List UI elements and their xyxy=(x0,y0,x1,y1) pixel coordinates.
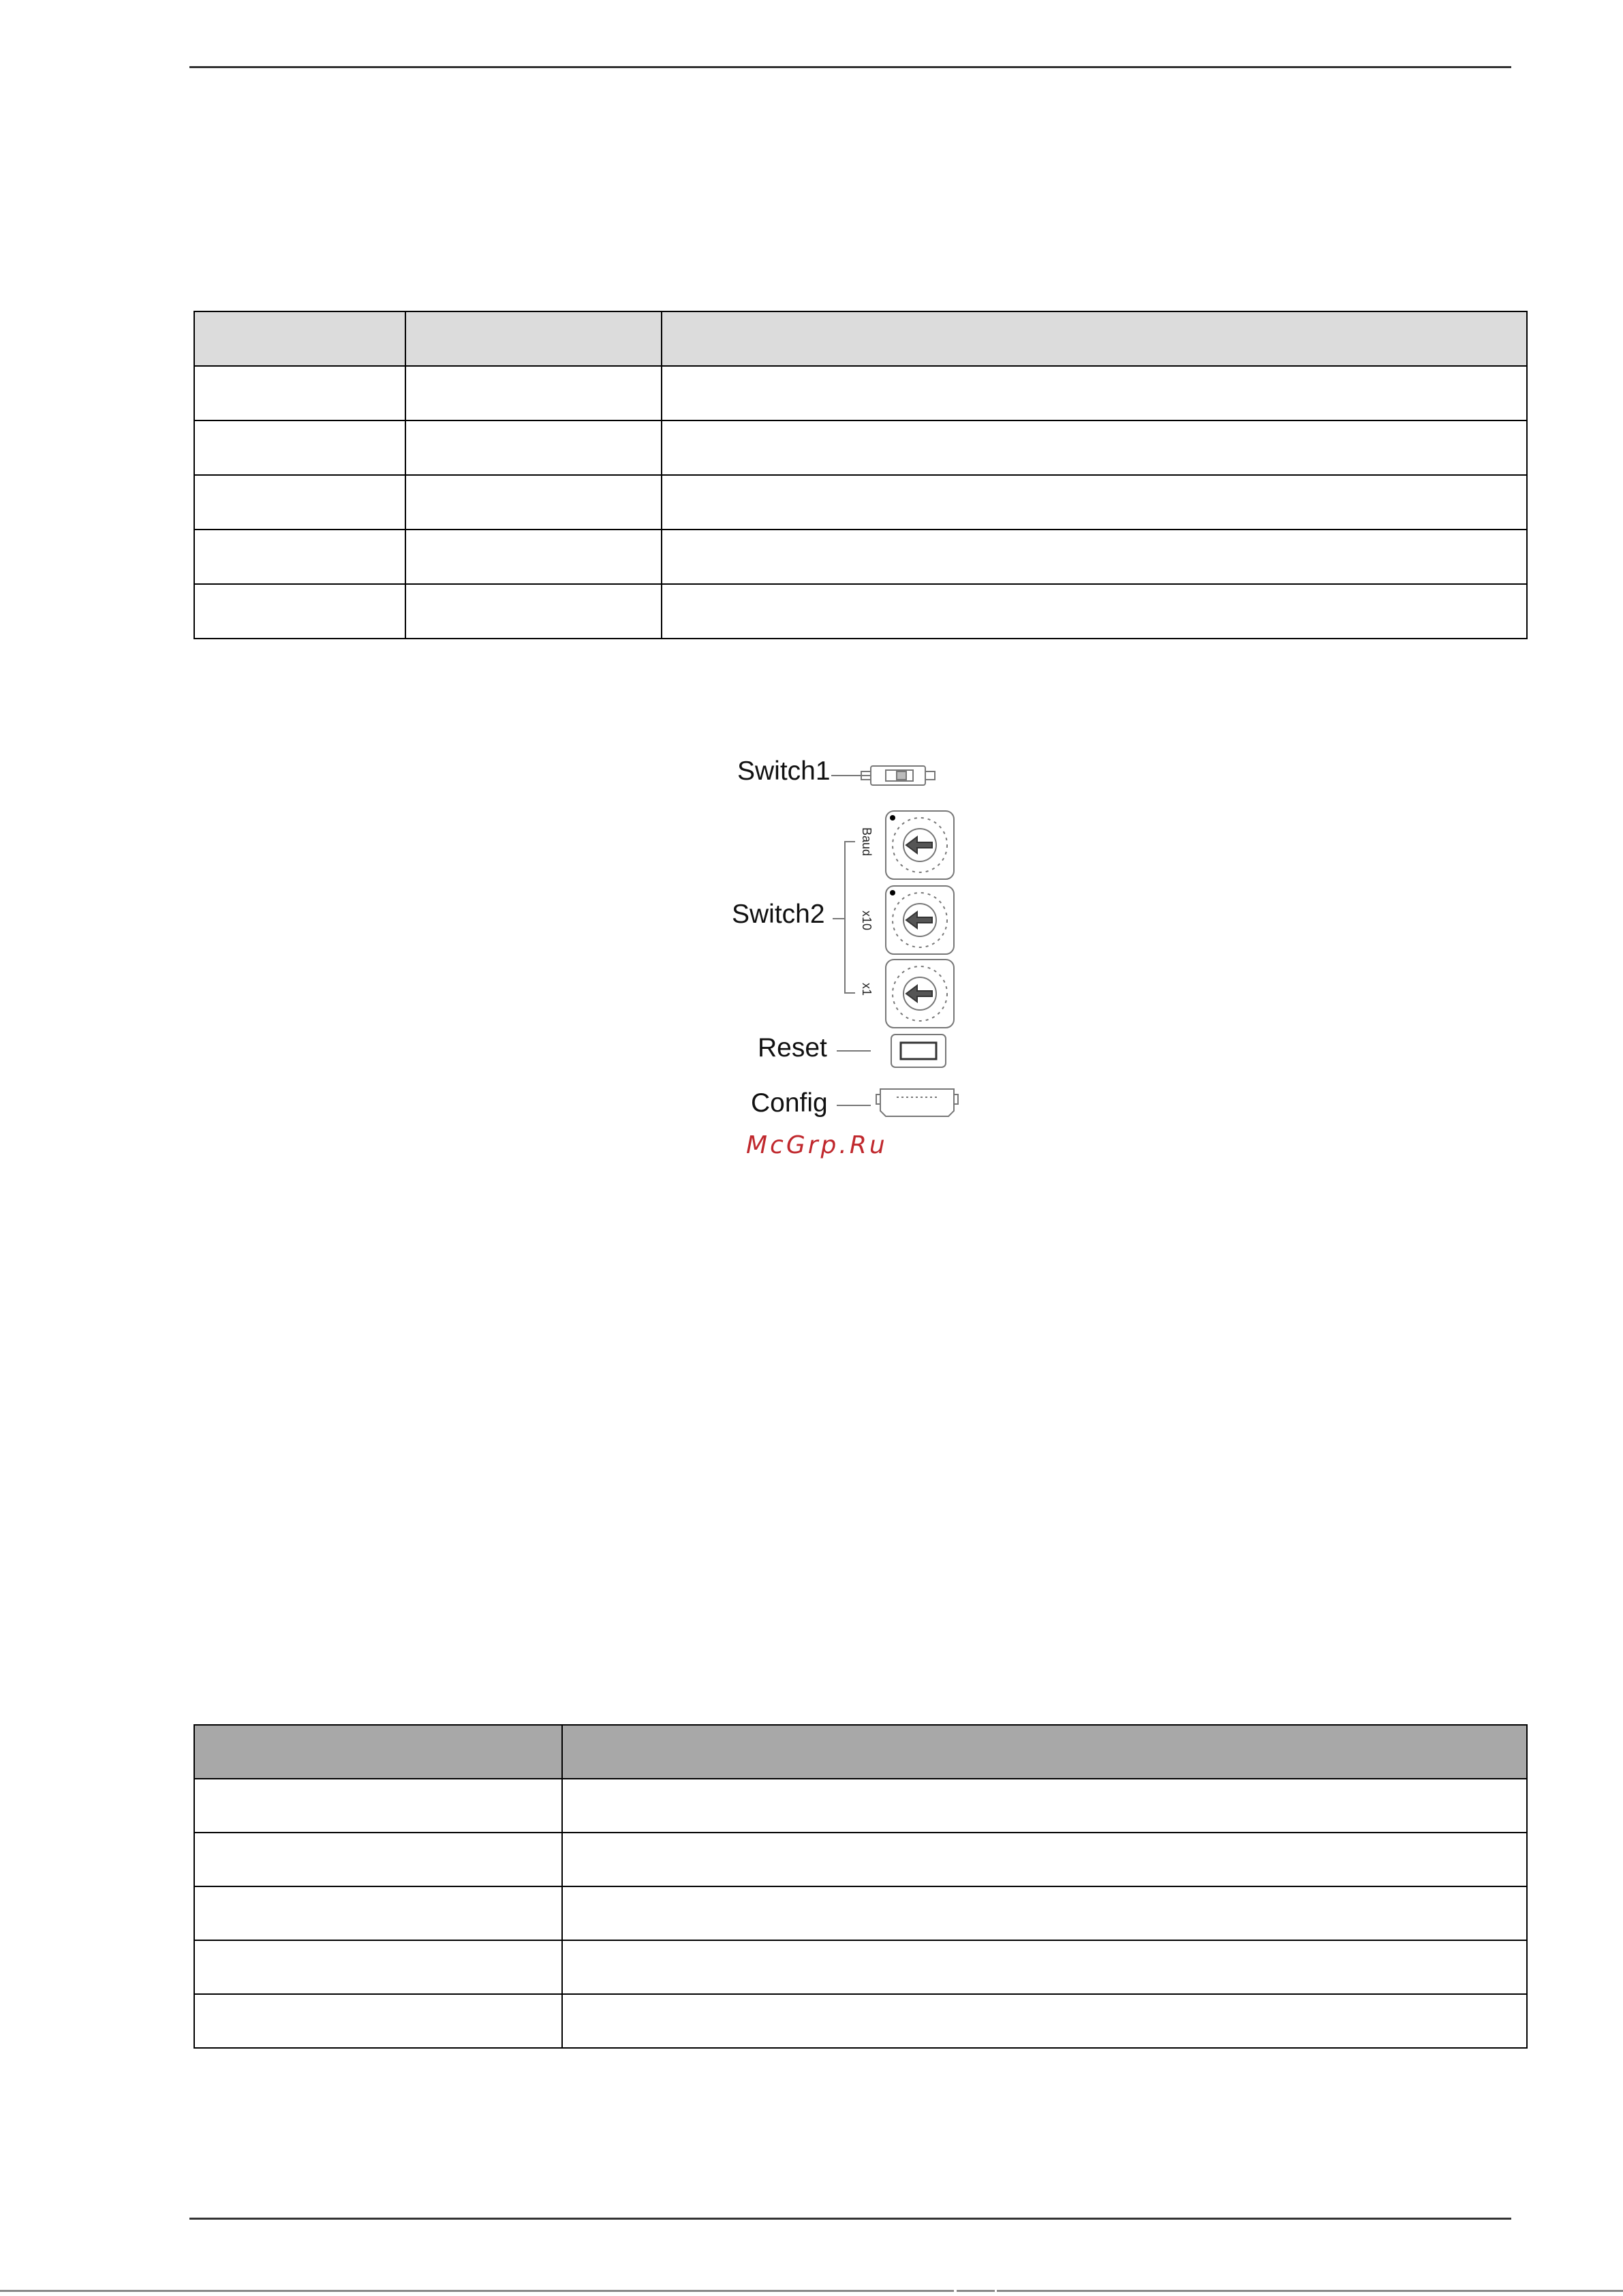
table-row xyxy=(194,1886,1527,1940)
table-header-row xyxy=(194,1725,1527,1779)
table-row xyxy=(194,1779,1527,1833)
switch-drawing xyxy=(722,743,981,1179)
dial-label-baud: Baud xyxy=(860,827,874,857)
rotary-dial-x1-icon xyxy=(886,960,954,1028)
rotary-dial-x10-icon xyxy=(886,886,954,954)
slide-switch-icon xyxy=(861,766,935,785)
table-row xyxy=(194,1940,1527,1994)
switch2-label: Switch2 xyxy=(732,900,825,929)
config-label: Config xyxy=(751,1088,828,1118)
table-2 xyxy=(194,1724,1528,2049)
table-row xyxy=(194,1994,1527,2048)
header-rule xyxy=(189,66,1511,68)
rotary-dial-baud-icon xyxy=(886,811,954,879)
table-row xyxy=(194,584,1527,639)
table-header-row xyxy=(194,311,1527,366)
watermark: McGrp.Ru xyxy=(746,1131,888,1159)
table-row xyxy=(194,475,1527,530)
table-1 xyxy=(194,311,1528,639)
table-row xyxy=(194,530,1527,584)
reset-button-icon xyxy=(891,1035,946,1067)
dial-label-x1: x1 xyxy=(860,983,874,996)
switch1-label: Switch1 xyxy=(737,756,831,786)
page-edge-line xyxy=(0,2290,1623,2292)
switch2-bracket xyxy=(845,842,855,993)
table-row xyxy=(194,366,1527,420)
device-switches-figure xyxy=(722,743,981,1179)
table-row xyxy=(194,1833,1527,1886)
reset-label: Reset xyxy=(758,1033,827,1062)
table-row xyxy=(194,420,1527,475)
dial-label-x10: x10 xyxy=(860,910,874,931)
config-connector-icon xyxy=(876,1089,958,1116)
footer-rule xyxy=(189,2218,1511,2220)
